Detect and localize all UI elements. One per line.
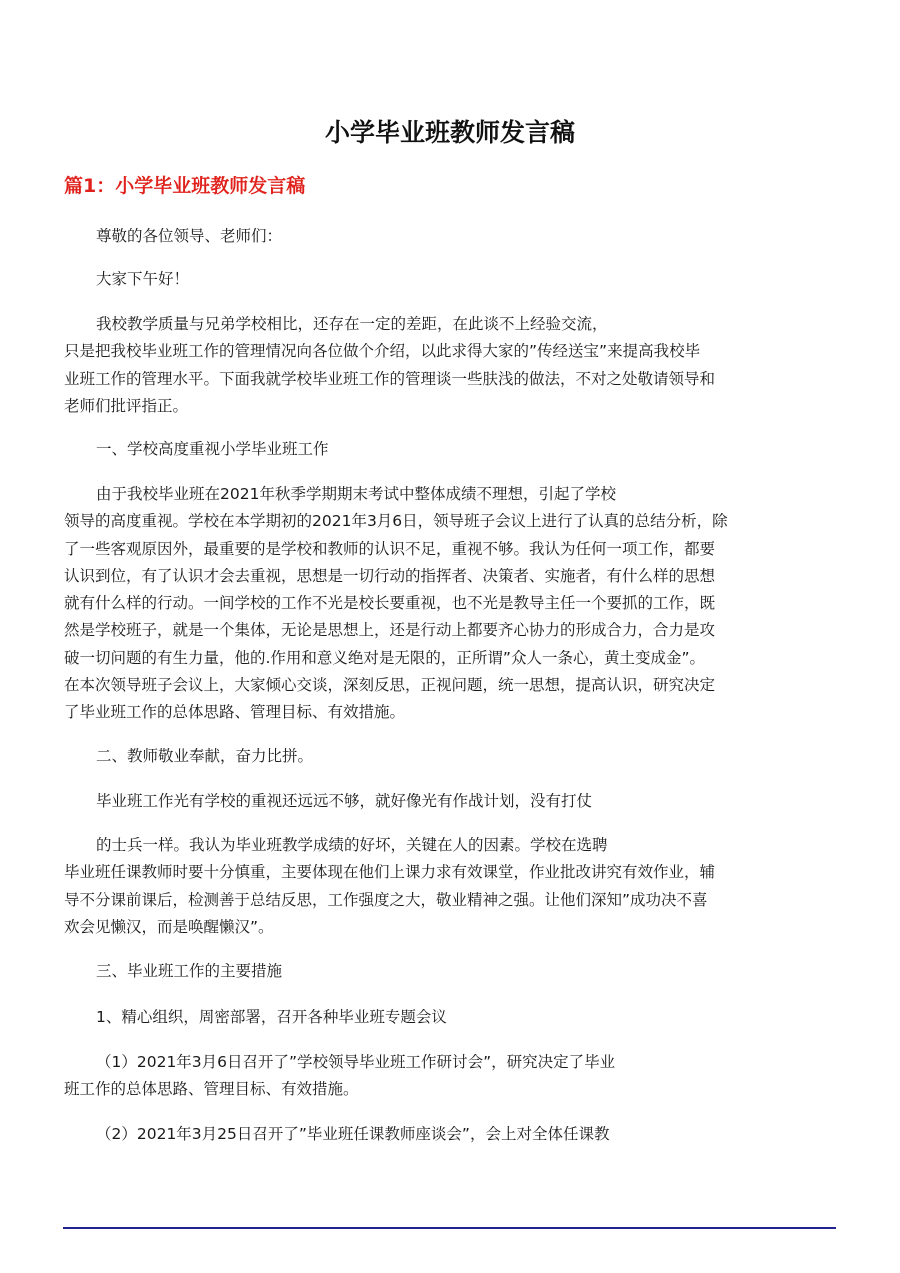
paragraph-line: 然是学校班子，就是一个集体，无论是思想上，还是行动上都要齐心协力的形成合力，合力是攻: [64, 621, 716, 640]
paragraph-line: 由于我校毕业班在2021年秋季学期期末考试中整体成绩不理想，引起了学校: [96, 485, 616, 503]
paragraph-line: 班工作的总体思路、管理目标、有效措施。: [64, 1080, 359, 1099]
subheading-two: [64, 743, 844, 770]
paragraph-line: 大家下午好！: [96, 270, 190, 288]
paragraph-line: 了一些客观原因外，最重要的是学校和教师的认识不足，重视不够。我认为任何一项工作，都要: [64, 539, 716, 558]
paragraph-line: 我校教学质量与兄弟学校相比，还存在一定的差距，在此谈不上经验交流，: [96, 315, 608, 333]
paragraph-line: 在本次领导班子会议上，大家倾心交谈，深刻反思，正视问题，统一思想，提高认识，研究决定: [64, 676, 716, 695]
list-item-one-sub-two: [64, 1121, 844, 1148]
paragraph-line: 了毕业班工作的总体思路、管理目标、有效措施。: [64, 703, 406, 722]
paragraph-body-two-a: [64, 788, 844, 815]
paragraph-line: 业班工作的管理水平。下面我就学校毕业班工作的管理谈一些肤浅的做法，不对之处敬请领导和: [64, 369, 716, 388]
paragraph-line: （2）2021年3月25日召开了”毕业班任课教师座谈会”，会上对全体任课教: [96, 1125, 610, 1143]
paragraph-line: 只是把我校毕业班工作的管理情况向各位做个介绍，以此求得大家的”传经送宝”来提高我校毕: [64, 342, 701, 361]
paragraph-line: 毕业班任课教师时要十分慎重，主要体现在他们上课力求有效课堂，作业批改讲究有效作业，辅: [64, 863, 716, 882]
paragraph-line: 就有什么样的行动。一间学校的工作不光是校长要重视，也不光是教导主任一个要抓的工作，既: [64, 594, 716, 613]
footer-rule: [63, 1227, 836, 1229]
paragraph-line: 三、毕业班工作的主要措施: [96, 962, 283, 980]
paragraph-line: 老师们批评指正。: [64, 396, 189, 415]
paragraph-line: 1、精心组织，周密部署，召开各种毕业班专题会议: [96, 1008, 447, 1026]
paragraph-intro: [64, 311, 844, 420]
paragraph-salutation: [64, 223, 844, 250]
list-item-one: [64, 1004, 844, 1031]
paragraph-line: 的士兵一样。我认为毕业班教学成绩的好坏，关键在人的因素。学校在选聘: [96, 836, 608, 854]
list-item-one-sub-one: [64, 1049, 844, 1104]
subheading-one: [64, 436, 844, 463]
section-heading: 篇1：小学毕业班教师发言稿: [64, 175, 306, 197]
paragraph-line: 二、教师敬业奉献，奋力比拼。: [96, 747, 314, 765]
paragraph-body-two-b: [64, 832, 844, 941]
subheading-three: [64, 958, 844, 985]
paragraph-line: 导不分课前课后，检测善于总结反思，工作强度之大，敬业精神之强。让他们深知”成功决不喜: [64, 890, 708, 909]
paragraph-line: 尊敬的各位领导、老师们：: [96, 227, 283, 245]
paragraph-line: 领导的高度重视。学校在本学期初的2021年3月6日，领导班子会议上进行了认真的总结分析，除: [64, 512, 728, 531]
paragraph-line: 破一切问题的有生力量，他的.作用和意义绝对是无限的，正所谓”众人一条心，黄土变成金”。: [64, 648, 705, 667]
paragraph-greeting: [64, 266, 844, 293]
paragraph-line: （1）2021年3月6日召开了”学校领导毕业班工作研讨会”，研究决定了毕业: [96, 1053, 616, 1071]
paragraph-line: 毕业班工作光有学校的重视还远远不够，就好像光有作战计划，没有打仗: [96, 792, 593, 810]
paragraph-body-one: [64, 481, 844, 727]
document-title: 小学毕业班教师发言稿: [324, 118, 575, 147]
paragraph-line: 认识到位，有了认识才会去重视，思想是一切行动的指挥者、决策者、实施者，有什么样的思想: [64, 566, 716, 585]
paragraph-line: 欢会见懒汉，而是唤醒懒汉”。: [64, 917, 274, 936]
paragraph-line: 一、学校高度重视小学毕业班工作: [96, 440, 329, 458]
